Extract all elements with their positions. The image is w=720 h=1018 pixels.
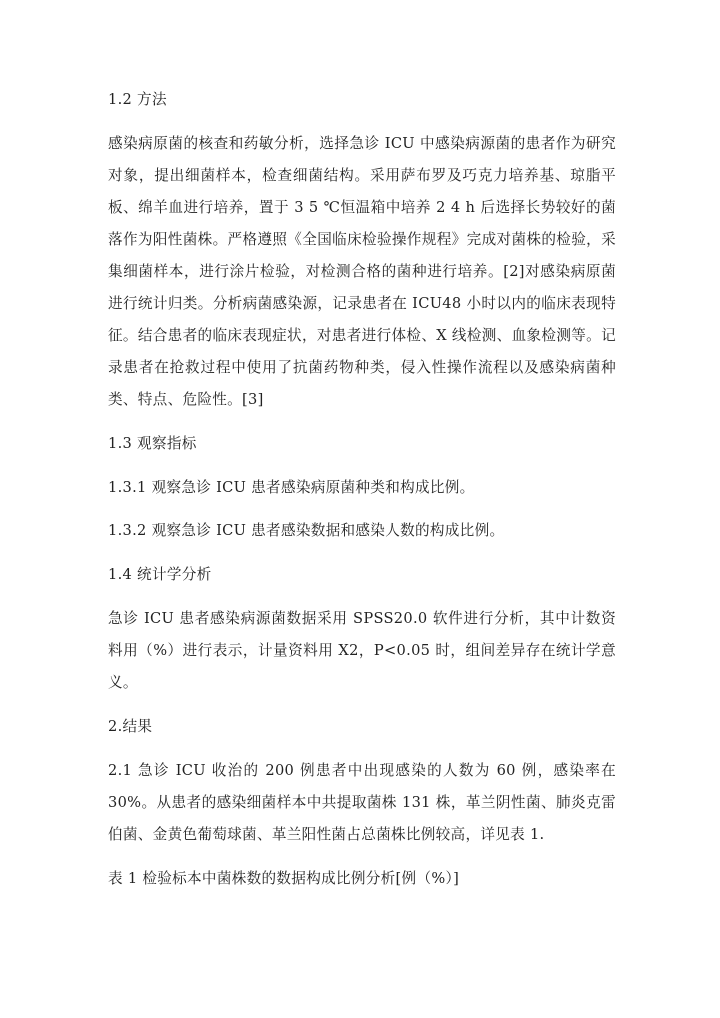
section-1-4-heading: 1.4 统计学分析 bbox=[108, 566, 212, 583]
section-2-heading: 2.结果 bbox=[108, 718, 153, 735]
document-page bbox=[108, 84, 616, 895]
section-1-3-2-item: 1.3.2 观察急诊 ICU 患者感染数据和感染人数的构成比例。 bbox=[108, 522, 505, 539]
section-1-2-heading: 1.2 方法 bbox=[108, 91, 167, 108]
section-1-2-body: 感染病原菌的核查和药敏分析，选择急诊 ICU 中感染病源菌的患者作为研究对象，提出细菌样本，检查细菌结构。采用萨布罗及巧克力培养基、琼脂平板、绵羊血进行培养，置于 3 5 ℃恒温箱中培养 2 4 h 后选择长势较好的菌落作为阳性菌株。严格遵照《全国临床检验操作规程》完成对菌株的检验，采集细菌样本，进行涂片检验，对检测合格的菌种进行培养。[2]对感染病原菌进行统计归类。分析病菌感染源，记录患者在 ICU48 小时以内的临床表现特征。结合患者的临床表现症状，对患者进行体检、X 线检测、血象检测等。记录患者在抢救过程中使用了抗菌药物种类，侵入性操作流程以及感染病菌种类、特点、危险性。[3] bbox=[108, 135, 616, 408]
table-1-caption: 表 1 检验标本中菌株数的数据构成比例分析[例（%）] bbox=[108, 870, 460, 887]
section-2-1-body: 2.1 急诊 ICU 收治的 200 例患者中出现感染的人数为 60 例，感染率在 30%。从患者的感染细菌样本中共提取菌株 131 株，革兰阴性菌、肺炎克雷伯菌、金黄色葡萄球菌、革兰阳性菌占总菌株比例较高，详见表 1. bbox=[108, 762, 616, 843]
section-1-3-1-item: 1.3.1 观察急诊 ICU 患者感染病原菌种类和构成比例。 bbox=[108, 479, 475, 496]
section-1-3-heading: 1.3 观察指标 bbox=[108, 435, 197, 452]
section-1-4-body: 急诊 ICU 患者感染病源菌数据采用 SPSS20.0 软件进行分析，其中计数资料用（%）进行表示，计量资料用 X2，P<0.05 时，组间差异存在统计学意义。 bbox=[108, 610, 616, 691]
